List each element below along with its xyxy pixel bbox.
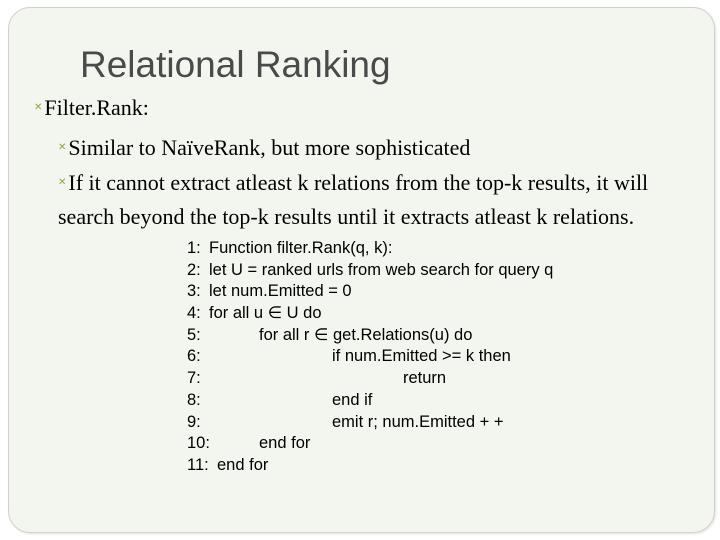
line-number: 2: <box>187 260 201 279</box>
algorithm-line <box>187 238 393 260</box>
algorithm-line <box>187 455 269 477</box>
algorithm-line <box>187 433 311 455</box>
bullet-if-cannot-extract <box>58 167 698 233</box>
line-number: 8: <box>187 390 201 409</box>
line-code: emit r; num.Emitted + + <box>332 412 504 431</box>
bullet-icon: ✕ <box>58 176 67 188</box>
line-code: let num.Emitted = 0 <box>209 282 352 301</box>
algorithm-line <box>187 260 554 282</box>
line-number: 1: <box>187 239 201 257</box>
line-code: end if <box>332 390 373 409</box>
algorithm-listing <box>187 238 554 477</box>
line-number: 5: <box>187 325 201 344</box>
algorithm-line <box>187 412 504 434</box>
bullet-filter-rank <box>34 95 149 121</box>
algorithm-line <box>187 281 352 303</box>
bullet-icon: ✕ <box>34 102 43 114</box>
line-number: 3: <box>187 282 201 301</box>
algorithm-line <box>187 390 373 412</box>
line-code: for all u ∈ U do <box>209 304 322 323</box>
line-code: end for <box>217 455 269 474</box>
line-code: let U = ranked urls from web search for query q <box>209 260 554 279</box>
bullet-text: Filter.Rank: <box>44 95 149 120</box>
algorithm-line <box>187 368 447 390</box>
line-number: 6: <box>187 347 201 366</box>
line-code: end for <box>259 434 311 453</box>
line-code: return <box>403 369 447 388</box>
line-number: 4: <box>187 304 201 323</box>
bullet-icon: ✕ <box>58 142 67 154</box>
bullet-similar <box>58 135 470 161</box>
line-code: Function filter.Rank(q, k): <box>209 239 393 257</box>
line-number: 10: <box>187 434 210 453</box>
line-number: 11: <box>187 455 209 474</box>
algorithm-line <box>187 325 473 347</box>
algorithm-line <box>187 303 322 325</box>
line-number: 7: <box>187 369 201 388</box>
algorithm-line <box>187 346 511 368</box>
line-code: if num.Emitted >= k then <box>332 347 511 366</box>
line-number: 9: <box>187 412 201 431</box>
bullet-text: Similar to NaïveRank, but more sophisticated <box>68 135 471 160</box>
slide-title: Relational Ranking <box>80 44 391 85</box>
bullet-text: If it cannot extract atleast k relations from the top-k results, it will search beyond the top-k results until it extracts atleast k relations. <box>58 170 649 229</box>
line-code: for all r ∈ get.Relations(u) do <box>259 325 473 344</box>
